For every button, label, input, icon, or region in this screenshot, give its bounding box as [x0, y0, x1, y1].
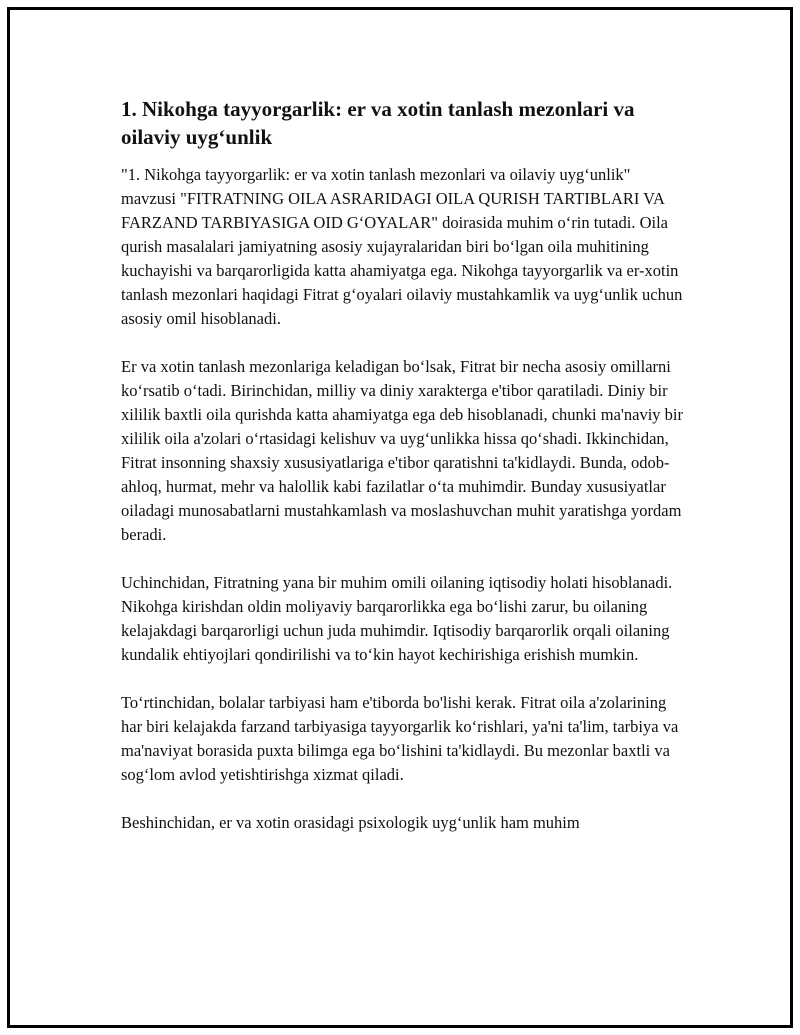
document-body — [121, 95, 686, 859]
paragraph-intro: "1. Nikohga tayyorgarlik: er va xotin tanlash mezonlari va oilaviy uyg‘unlik" mavzusi "FITRATNING OILA ASRARIDAGI OILA QURISH TARTIBLARI VA FARZAND TARBIYASIGA OID G‘OYALAR" doirasida muhim o‘rin tutadi. Oila qurish masalalari jamiyatning asosiy xujayralaridan biri bo‘lgan oila muhitining kuchayishi va barqarorligida katta ahamiyatga ega. Nikohga tayyorgarlik va er-xotin tanlash mezonlari haqidagi Fitrat g‘oyalari oilaviy mustahkamlik va uyg‘unlik uchun asosiy omil hisoblanadi. — [121, 165, 683, 328]
document-title: 1. Nikohga tayyorgarlik: er va xotin tanlash mezonlari va oilaviy uyg‘unlik — [121, 97, 635, 149]
paragraph-psychology: Beshinchidan, er va xotin orasidagi psixologik uyg‘unlik ham muhim — [121, 813, 580, 832]
page-frame — [7, 7, 793, 1028]
paragraph-economy: Uchinchidan, Fitratning yana bir muhim omili oilaning iqtisodiy holati hisoblanadi. Nikohga kirishdan oldin moliyaviy barqarorlikka ega bo‘lishi zarur, bu oilaning kelajakdagi barqarorligi uchun juda muhimdir. Iqtisodiy barqarorlik orqali oilaning kundalik ehtiyojlari qondirilishi va to‘kin hayot kechirishiga erishish mumkin. — [121, 573, 673, 664]
paragraph-criteria: Er va xotin tanlash mezonlariga keladigan bo‘lsak, Fitrat bir necha asosiy omillarni ko‘rsatib o‘tadi. Birinchidan, milliy va diniy xarakterga e'tibor qaratiladi. Diniy bir xililik baxtli oila qurishda katta ahamiyatga ega deb hisoblanadi, chunki ma'naviy bir xililik oila a'zolari o‘rtasidagi kelishuv va uyg‘unlikka hissa qo‘shadi. Ikkinchidan, Fitrat insonning shaxsiy xususiyatlariga e'tibor qaratishni ta'kidlaydi. Bunda, odob-ahloq, hurmat, mehr va halollik kabi fazilatlar o‘ta muhimdir. Bunday xususiyatlar oiladagi munosabatlarni mustahkamlash va moslashuvchan muhit yaratishga yordam beradi. — [121, 357, 683, 544]
paragraph-children: To‘rtinchidan, bolalar tarbiyasi ham e'tiborda bo'lishi kerak. Fitrat oila a'zolarining har biri kelajakda farzand tarbiyasiga tayyorgarlik ko‘rishlari, ya'ni ta'lim, tarbiya va ma'naviyat borasida puxta bilimga ega bo‘lishini ta'kidlaydi. Bu mezonlar baxtli va sog‘lom avlod yetishtirishga xizmat qiladi. — [121, 693, 679, 784]
